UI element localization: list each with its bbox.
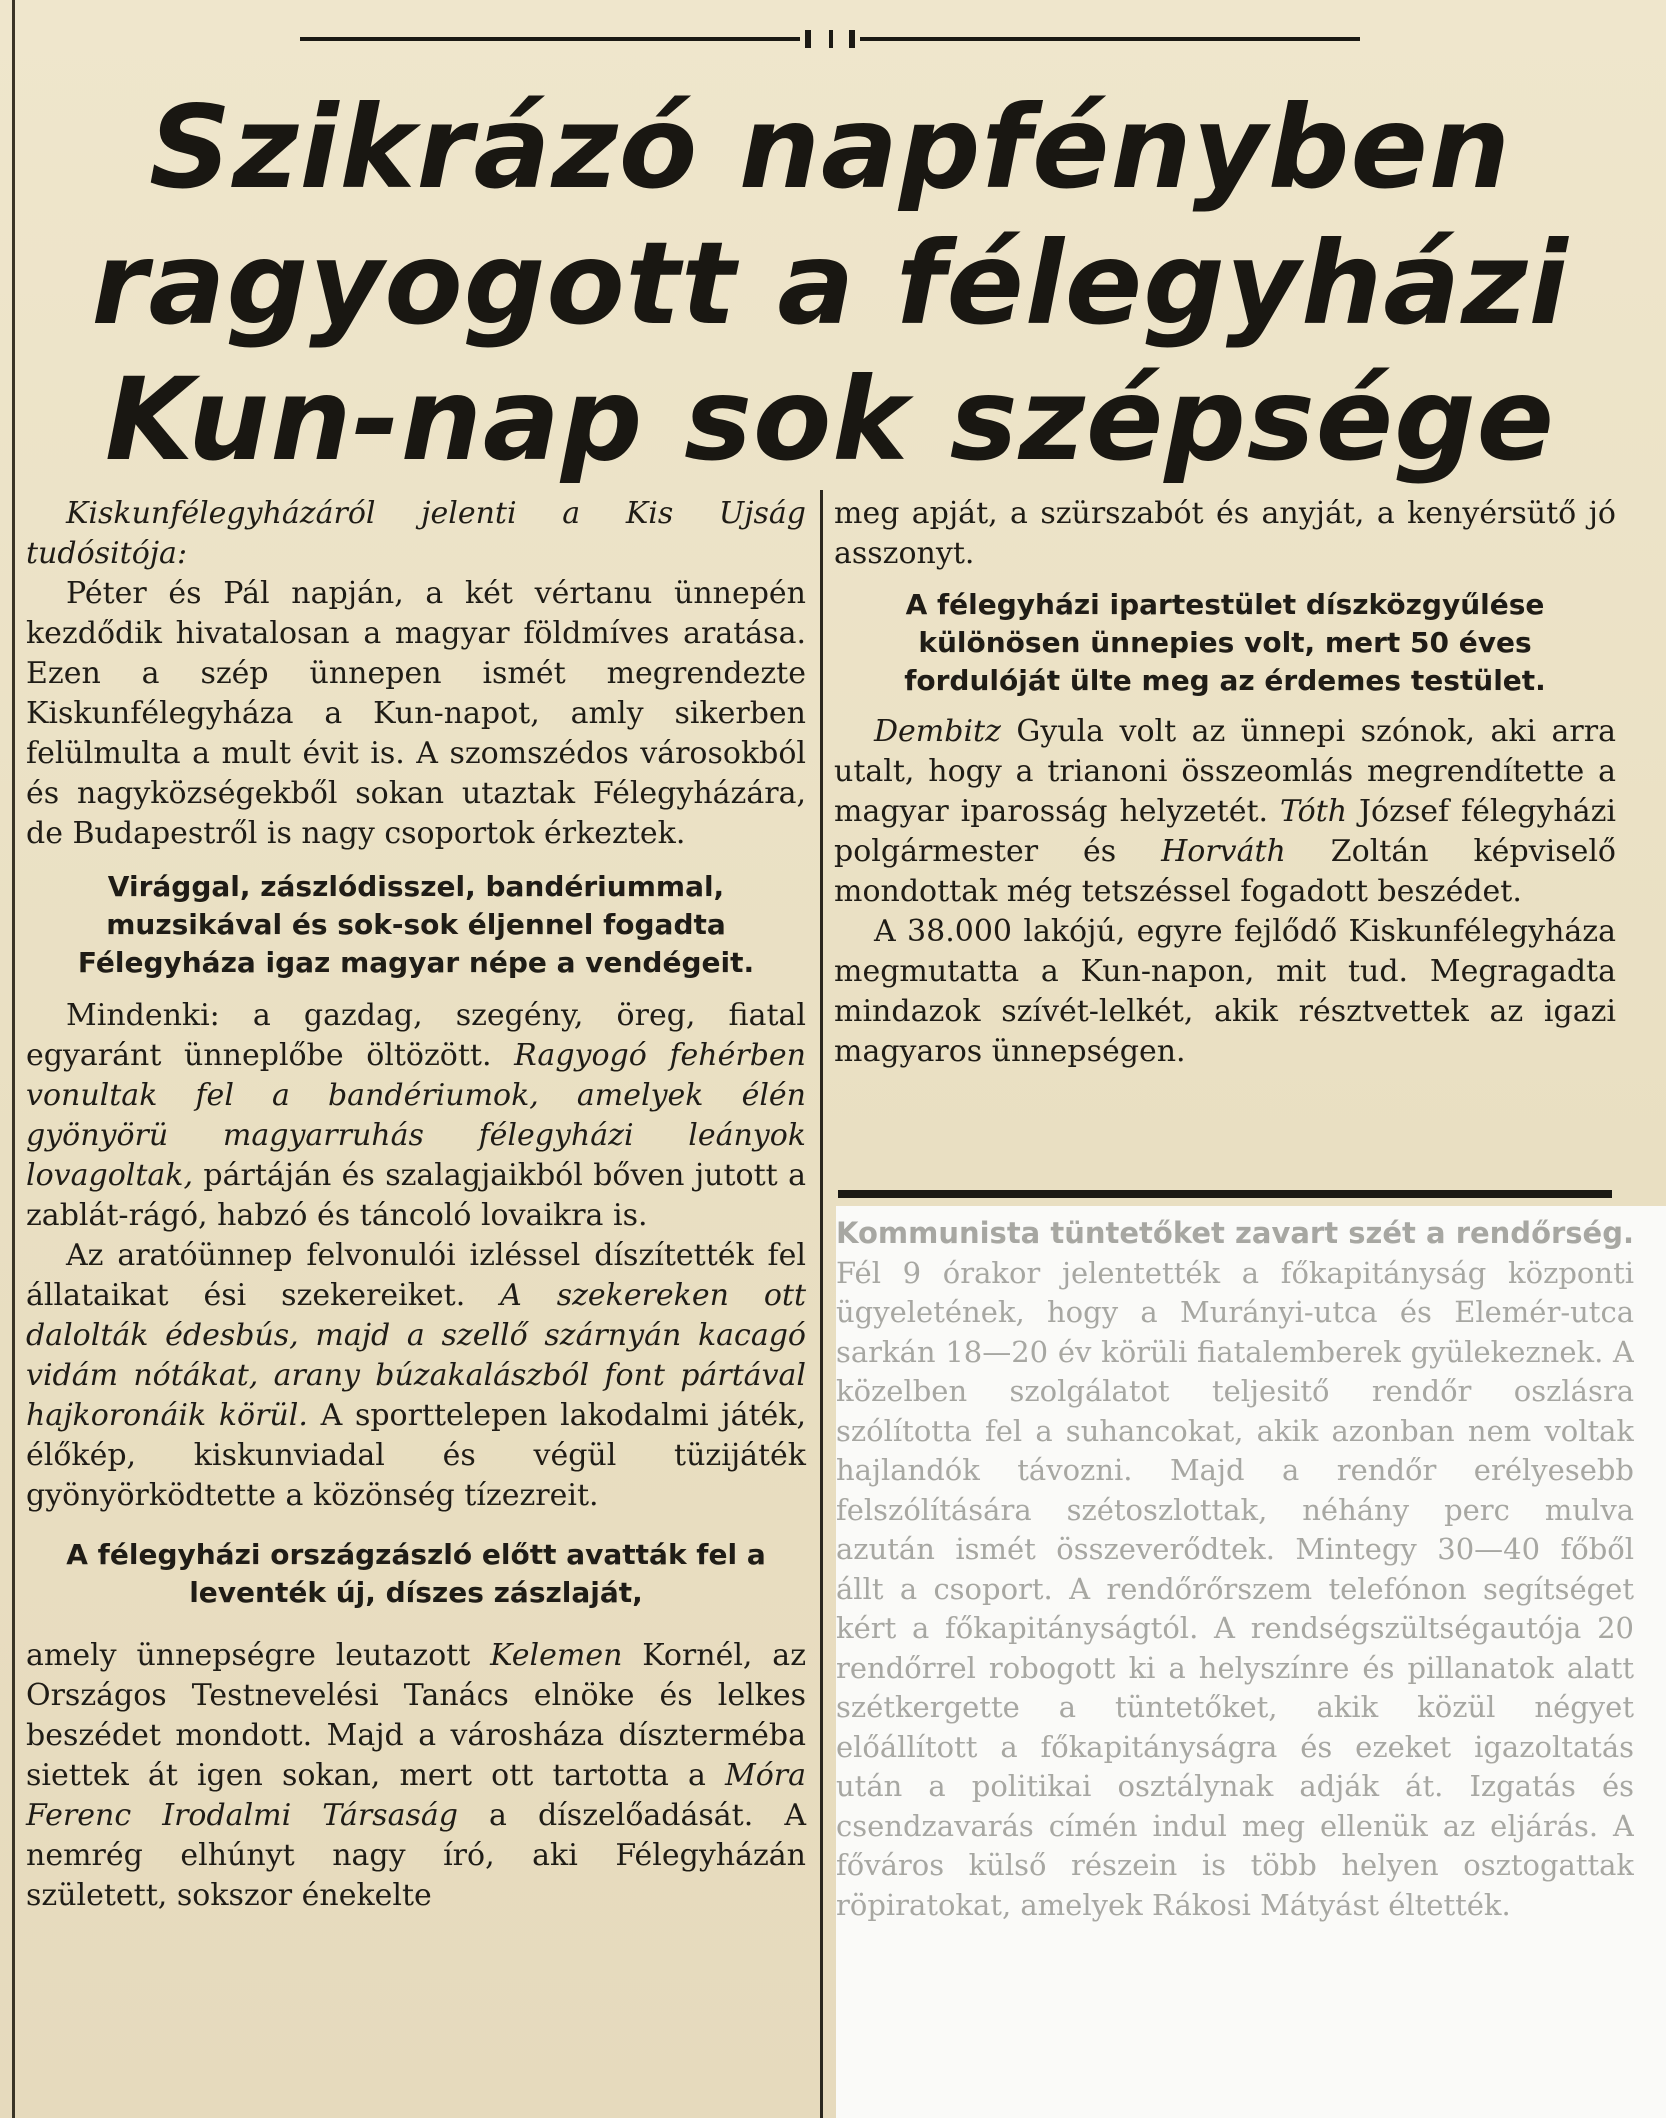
paragraph-5-f: Zoltán képviselő mondottak még tetszéssel fogadott beszédet. [834,834,1616,909]
clipping-body: Fél 9 órakor jelentették a főkapitányság központi ügyeletének, hogy a Murányi-utca és Elemér-utca sarkán 18—20 év körüli fiatalemberek gyülekeznek. A közelben szolgálatot teljesitő rendőr oszlásra szólította fel a suhancokat, akik azonban nem voltak hajlandók távozni. Majd a rendőr erélyesebb felszólítására szétoszlottak, néhány perc mulva azután ismét összeverődtek. Mintegy 30—40 főből állt a csoport. A rendőrőrszem telefónon segítséget kért a főkapitányságtól. A rendségszültségautója 20 rendőrrel robogott ki a helyszínre és pillanatok alatt szétkergette a tüntetőket, akik közül négyet előállított a főkapitányságra és ezeket igazoltatás után a politikai osztálynak adják át. Izgatás és csendzavarás címén indul meg ellenük az eljárás. A főváros külső részein is több helyen osztogattak röpiratokat, amelyek Rákosi Mátyást éltették. [836,1255,1634,1922]
paragraph-3-b: A szekereken ott dalolták édesbús, majd a szellő szárnyán kacagó vidám nótákat, arany búzakalászból font pártával hajkoronáik körül. [26,1278,806,1433]
paragraph-3 [26,1236,806,1516]
paragraph-2-b: Ragyogó fehérben vonultak fel a bandériumok, amelyek élén gyönyörü magyarruhás félegyházi leányok lovagoltak, [26,1038,806,1193]
top-ornament-rule [300,30,1360,48]
paragraph-4-b: Kelemen [490,1638,623,1673]
paragraph-4-c: Kornél, az Országos Testnevelési Tanács elnöke és lelkes beszédet mondott. Majd a városháza díszterméba siettek át igen sokan, mert ott tartotta a [26,1638,807,1793]
paragraph-3-a: Az aratóünnep felvonulói izléssel díszítették fel állataikat ési szekereiket. [26,1238,806,1313]
paragraph-1: Péter és Pál napján, a két vértanu ünnepén kezdődik hivatalosan a magyar földmíves aratása. Ezen a szép ünnepen ismét megrendezte Kiskunfélegyháza a Kun-napot, amly sikerben felülmulta a mult évit is. A szomszédos városokból és nagyközségekből sokan utaztak Félegyházára, de Budapestről is nagy csoportok érkeztek. [26,576,806,851]
paragraph-5-e: Horváth [1161,834,1286,869]
paragraph-continued: meg apját, a szürszabót és anyját, a kenyérsütő jó asszonyt. [834,496,1616,571]
paragraph-5 [834,712,1616,912]
clipping-lead: Kommunista tüntetőket zavart szét a rendőrség. [836,1216,1634,1250]
paragraph-2-a: Mindenki: a gazdag, szegény, öreg, fiatal egyaránt ünneplőbe öltözött. [26,998,806,1073]
paragraph-4-e: a díszelőadását. A nemrég elhúnyt nagy író, aki Félegyházán született, sokszor énekelte [26,1798,807,1913]
byline: Kiskunfélegyházáról jelenti a Kis Ujság tudósitója: [26,496,806,571]
paragraph-5-b: Gyula volt az ünnepi szónok, aki arra utalt, hogy a trianoni összeomlás megrendítette a magyar iparosság helyzetét. [834,714,1616,829]
headline-line-1: Szikrázó napfényben [148,81,1511,214]
headline [60,80,1600,488]
paragraph-5-c: Tóth [1279,794,1348,829]
column-divider [820,490,823,2118]
subhead-3: A félegyházi ipartestület díszközgyűlése különösen ünnepies volt, mert 50 éves fordulóját ülte meg az érdemes testület. [904,588,1546,697]
paragraph-5-d: József félegyházi polgármester és [834,794,1617,869]
subhead-2: A félegyházi országzászló előtt avatták fel a leventék új, díszes zászlaját, [66,1538,766,1609]
rule-left [300,37,800,41]
headline-line-2: ragyogott a félegyházi [91,217,1569,350]
rule-right [860,37,1360,41]
paragraph-2 [26,996,806,1236]
paragraph-6: A 38.000 lakójú, egyre fejlődő Kiskunfélegyháza megmutatta a Kun-napon, mit tud. Megragadta mindazok szívét-lelkét, akik résztvettek az igazi magyaros ünnepségen. [834,914,1616,1069]
pasted-clipping [836,1214,1634,1925]
left-column [26,494,806,1916]
paragraph-2-c: pártáján és szalagjaikból bőven jutott a zablát-rágó, habzó és táncoló lovaikra is. [26,1158,806,1233]
paragraph-4 [26,1636,806,1916]
paragraph-5-a: Dembitz [874,714,1001,749]
right-column [834,494,1616,1072]
paragraph-4-d: Móra Ferenc Irodalmi Társaság [26,1758,806,1833]
headline-line-3: Kun-nap sok szépsége [104,353,1555,486]
paragraph-3-c: A sporttelepen lakodalmi játék, élőkép, kiskunviadal és végül tüzijáték gyönyörködtette a közönség tízezreit. [26,1398,807,1513]
subhead-1: Virággal, zászlódisszel, bandériummal, muzsikával és sok-sok éljennel fogadta Félegyháza igaz magyar népe a vendégeit. [77,870,755,979]
paragraph-4-a: amely ünnepségre leutazott [26,1638,491,1673]
rule-ornament [805,30,855,48]
page-edge-line [12,0,15,2118]
article-end-rule [838,1190,1612,1198]
